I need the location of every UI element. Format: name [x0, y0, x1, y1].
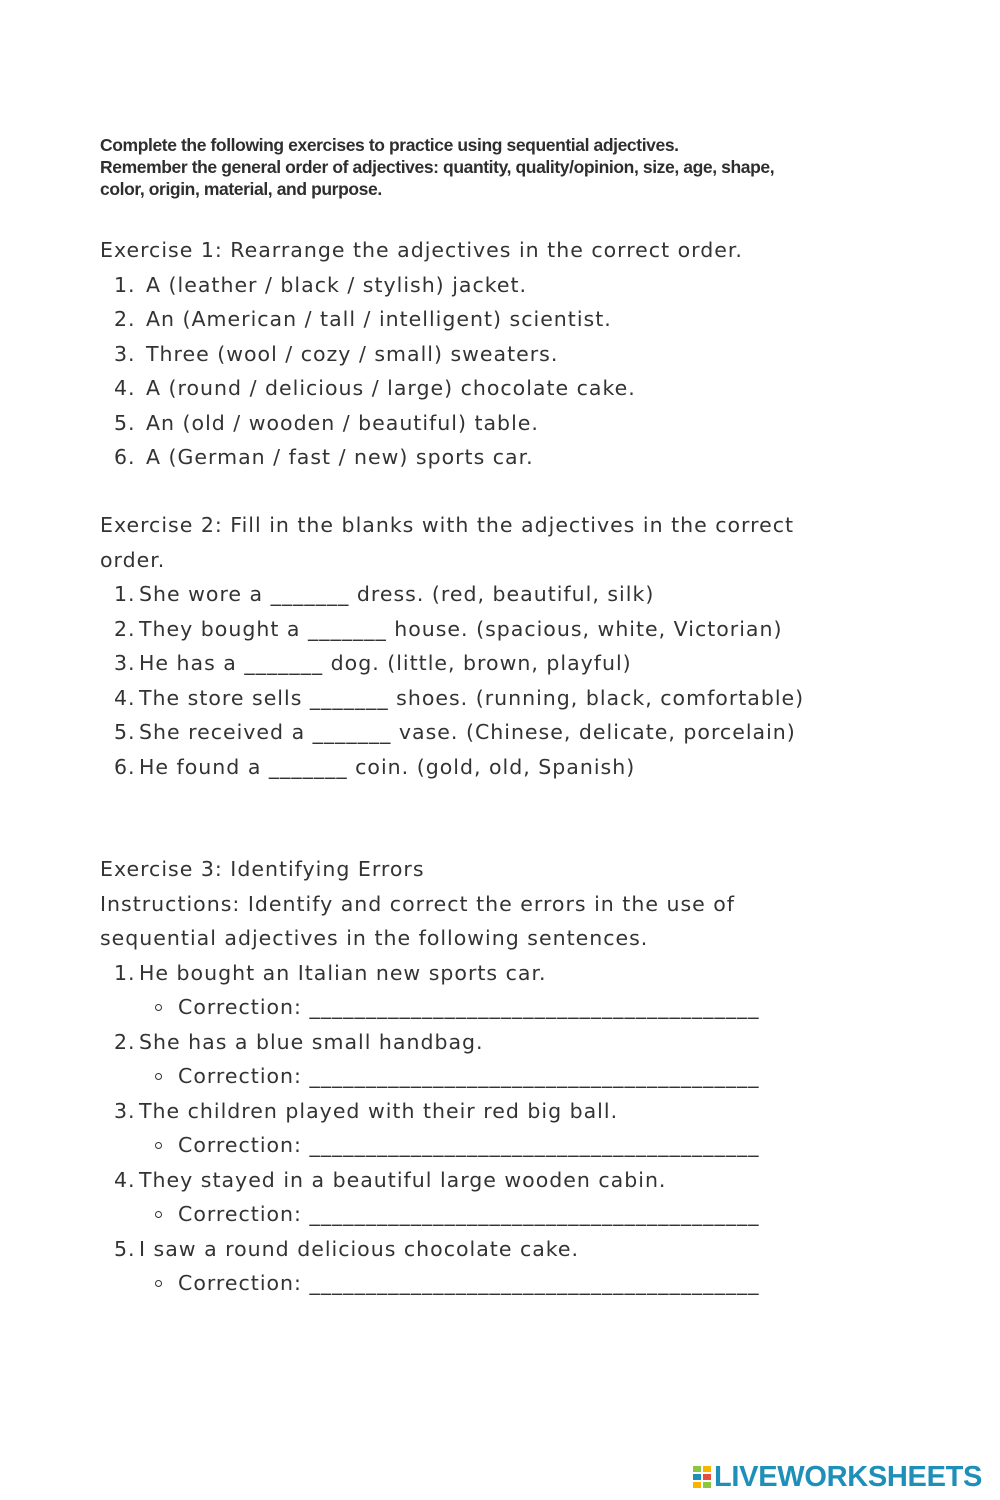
item-text: The store sells _______ shoes. (running, black, comfortable)	[139, 685, 805, 710]
exercise-2-title-line-2: order.	[100, 547, 166, 572]
item-number: 1.	[114, 272, 136, 297]
item-number: 4.	[114, 1167, 136, 1192]
exercise-1-title: Exercise 1: Rearrange the adjectives in the correct order.	[100, 238, 743, 262]
item-text: They bought a _______ house. (spacious, white, Victorian)	[139, 616, 783, 641]
instructions-intro	[100, 134, 920, 200]
item-text: He has a _______ dog. (little, brown, playful)	[139, 651, 632, 675]
correction-text: Correction: ________________________________________	[178, 1064, 760, 1088]
item-number: 2.	[114, 616, 136, 641]
correction-line	[100, 1128, 900, 1163]
list-item	[100, 612, 900, 647]
item-number: 4.	[114, 685, 136, 710]
correction-line	[100, 1197, 900, 1232]
item-number: 3.	[114, 341, 136, 366]
item-text: A (German / fast / new) sports car.	[146, 445, 534, 469]
item-number: 4.	[114, 376, 136, 400]
list-item	[100, 646, 900, 681]
item-text: An (American / tall / intelligent) scientist.	[146, 307, 612, 331]
correction-text: Correction: ________________________________________	[178, 995, 760, 1019]
list-item	[100, 1163, 900, 1198]
list-item	[100, 406, 900, 441]
circle-bullet-icon	[155, 1211, 162, 1218]
item-number: 6.	[114, 754, 136, 779]
item-text: I saw a round delicious chocolate cake.	[139, 1236, 580, 1261]
item-text: A (leather / black / stylish) jacket.	[146, 272, 528, 297]
liveworksheets-logo-icon	[692, 1465, 712, 1489]
item-text: A (round / delicious / large) chocolate cake.	[146, 376, 636, 400]
item-text: She wore a _______ dress. (red, beautiful, silk)	[139, 582, 655, 606]
exercise-2-title-line-1: Exercise 2: Fill in the blanks with the adjectives in the correct	[100, 513, 795, 537]
item-text: Three (wool / cozy / small) sweaters.	[146, 341, 559, 366]
list-item	[100, 577, 900, 612]
exercise-2-list	[100, 577, 900, 784]
exercise-3	[100, 852, 900, 1301]
list-item	[100, 681, 900, 716]
item-number: 5.	[114, 1236, 136, 1261]
item-number: 5.	[114, 410, 136, 435]
circle-bullet-icon	[155, 1280, 162, 1287]
list-item	[100, 440, 900, 475]
item-text: He found a _______ coin. (gold, old, Spanish)	[139, 754, 636, 779]
list-item	[100, 371, 900, 406]
exercise-3-list	[100, 956, 900, 1301]
item-text: He bought an Italian new sports car.	[139, 960, 547, 985]
item-text: An (old / wooden / beautiful) table.	[146, 410, 539, 435]
list-item	[100, 1025, 900, 1060]
list-item	[100, 1232, 900, 1267]
item-number: 6.	[114, 445, 136, 469]
item-text: She received a _______ vase. (Chinese, delicate, porcelain)	[139, 720, 796, 744]
exercise-3-instructions-line-1: Instructions: Identify and correct the errors in the use of	[100, 891, 736, 916]
logo-text: LIVEWORKSHEETS	[714, 1461, 983, 1493]
circle-bullet-icon	[155, 1142, 162, 1149]
item-number: 3.	[114, 1098, 136, 1123]
intro-line-3: color, origin, material, and purpose.	[100, 179, 382, 199]
item-number: 1.	[114, 582, 136, 606]
item-number: 2.	[114, 307, 136, 331]
correction-text: Correction: ________________________________________	[178, 1271, 760, 1295]
list-item	[100, 1094, 900, 1129]
exercise-2	[100, 508, 900, 784]
exercise-3-instructions-line-2: sequential adjectives in the following sentences.	[100, 926, 649, 950]
list-item	[100, 302, 900, 337]
correction-line	[100, 990, 900, 1025]
intro-line-2: Remember the general order of adjectives: quantity, quality/opinion, size, age, shape,	[100, 157, 775, 177]
item-text: They stayed in a beautiful large wooden cabin.	[139, 1167, 667, 1192]
correction-line	[100, 1059, 900, 1094]
correction-text: Correction: ________________________________________	[178, 1202, 760, 1226]
circle-bullet-icon	[155, 1004, 162, 1011]
intro-line-1: Complete the following exercises to practice using sequential adjectives.	[100, 135, 679, 155]
list-item	[100, 337, 900, 372]
exercise-1-list	[100, 268, 900, 475]
item-number: 3.	[114, 651, 136, 675]
correction-text: Correction: ________________________________________	[178, 1133, 760, 1157]
list-item	[100, 715, 900, 750]
list-item	[100, 956, 900, 991]
item-number: 5.	[114, 720, 136, 744]
item-number: 1.	[114, 960, 136, 985]
item-text: The children played with their red big ball.	[139, 1098, 619, 1123]
item-number: 2.	[114, 1029, 136, 1054]
list-item	[100, 750, 900, 785]
item-text: She has a blue small handbag.	[139, 1029, 484, 1054]
exercise-1	[100, 233, 900, 475]
exercise-3-title: Exercise 3: Identifying Errors	[100, 857, 425, 881]
liveworksheets-logo[interactable]	[692, 1462, 982, 1492]
correction-line	[100, 1266, 900, 1301]
circle-bullet-icon	[155, 1073, 162, 1080]
list-item	[100, 268, 900, 303]
